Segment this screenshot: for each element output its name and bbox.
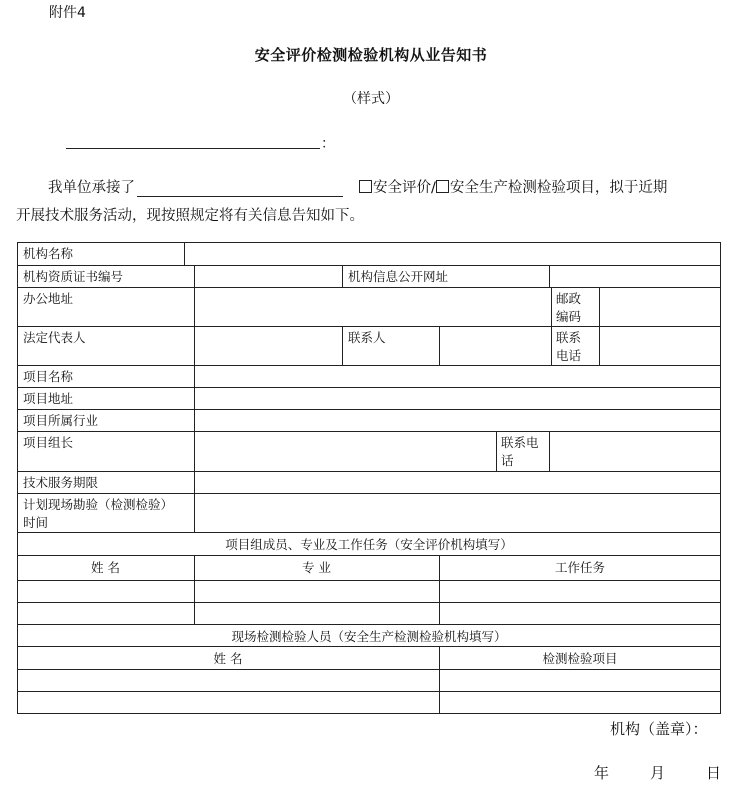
label-project-address: 项目地址 — [23, 391, 74, 406]
annex-label: 附件4 — [49, 5, 86, 21]
label-project-industry: 项目所属行业 — [23, 413, 99, 428]
label-contact: 联系人 — [348, 330, 386, 345]
date-month-label: 月 — [650, 764, 666, 782]
date-year-label: 年 — [594, 764, 610, 782]
label-service-period: 技术服务期限 — [23, 475, 99, 490]
col-header-task: 工作任务 — [554, 560, 605, 575]
col-header-name: 姓 名 — [91, 560, 120, 575]
intro-line-2: 开展技术服务活动，现按照规定将有关信息告知如下。 — [16, 208, 364, 224]
col-header-major: 专 业 — [302, 560, 331, 575]
label-postcode-line1: 邮政 — [556, 291, 582, 306]
label-leader-phone-line1: 联系电 — [501, 435, 539, 450]
field-staff-section-title: 现场检测检验人员（安全生产检测检验机构填写） — [231, 629, 507, 644]
intro-text-a: 我单位承接了 — [48, 180, 135, 196]
label-cert-no: 机构资质证书编号 — [23, 269, 124, 284]
label-project-leader: 项目组长 — [23, 435, 74, 450]
document-title: 安全评价检测检验机构从业告知书 — [254, 46, 488, 64]
label-postcode-line2: 编码 — [556, 309, 582, 324]
addressee-colon: ： — [321, 136, 335, 152]
date-day-label: 日 — [706, 764, 722, 782]
col-header-name-2: 姓 名 — [213, 651, 243, 666]
members-section-title: 项目组成员、专业及工作任务（安全评价机构填写） — [225, 537, 513, 552]
label-survey-time-line2: 时间 — [23, 515, 49, 530]
label-survey-time-line1: 计划现场勘验（检测检验） — [23, 497, 174, 512]
label-project-name: 项目名称 — [23, 369, 74, 384]
label-org-name: 机构名称 — [23, 246, 74, 261]
label-public-url: 机构信息公开网址 — [348, 269, 449, 284]
label-office-address: 办公地址 — [23, 291, 74, 306]
option-2-label: 安全生产检测检验项目，拟于近期 — [449, 180, 668, 196]
label-legal-rep: 法定代表人 — [23, 330, 86, 345]
option-1-label: 安全评价/ — [373, 180, 436, 196]
label-leader-phone-line2: 话 — [501, 453, 514, 468]
document-subtitle: （样式） — [343, 91, 399, 107]
label-contact-phone-line2: 电话 — [556, 348, 582, 363]
seal-label: 机构（盖章）： — [610, 720, 708, 738]
label-contact-phone-line1: 联系 — [556, 330, 582, 345]
col-header-inspection-items: 检测检验项目 — [542, 651, 618, 666]
